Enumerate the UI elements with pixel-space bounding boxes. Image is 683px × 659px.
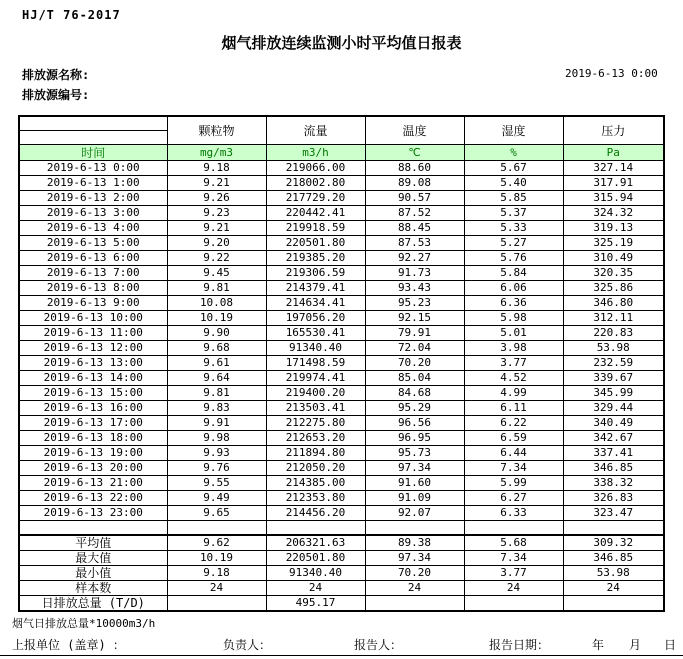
table-row <box>19 296 664 311</box>
value-cell: 319.13 <box>563 221 664 236</box>
value-cell: 9.90 <box>167 326 266 341</box>
value-cell: 85.04 <box>365 371 464 386</box>
table-row <box>19 416 664 431</box>
value-cell: 88.60 <box>365 161 464 176</box>
value-cell: 6.59 <box>464 431 563 446</box>
value-cell: 212653.20 <box>266 431 365 446</box>
value-cell: 219066.00 <box>266 161 365 176</box>
time-column-label: 时间 <box>19 145 167 161</box>
time-cell: 2019-6-13 7:00 <box>19 266 167 281</box>
table-row <box>19 176 664 191</box>
value-cell: 219306.59 <box>266 266 365 281</box>
value-cell: 320.35 <box>563 266 664 281</box>
table-row <box>19 580 664 595</box>
table-row <box>19 221 664 236</box>
value-cell: 53.98 <box>563 341 664 356</box>
value-cell: 219918.59 <box>266 221 365 236</box>
value-cell: 9.18 <box>167 565 266 580</box>
value-cell: 9.93 <box>167 446 266 461</box>
table-row <box>19 506 664 521</box>
value-cell: 6.22 <box>464 416 563 431</box>
value-cell: 315.94 <box>563 191 664 206</box>
value-cell: 9.26 <box>167 191 266 206</box>
value-cell: 197056.20 <box>266 311 365 326</box>
standard-code: HJ/T 76-2017 <box>22 8 121 22</box>
column-header-temperature: 温度 <box>365 116 464 145</box>
summary-label-cell: 最小值 <box>19 565 167 580</box>
value-cell: 214379.41 <box>266 281 365 296</box>
value-cell: 323.47 <box>563 506 664 521</box>
value-cell: 7.34 <box>464 461 563 476</box>
value-cell: 340.49 <box>563 416 664 431</box>
value-cell: 5.37 <box>464 206 563 221</box>
time-cell: 2019-6-13 21:00 <box>19 476 167 491</box>
value-cell: 91340.40 <box>266 341 365 356</box>
corner-cell-bottom <box>20 131 167 144</box>
source-id-label: 排放源编号: <box>22 88 90 102</box>
value-cell: 10.08 <box>167 296 266 311</box>
time-cell: 2019-6-13 18:00 <box>19 431 167 446</box>
value-cell: 91340.40 <box>266 565 365 580</box>
unit-pressure: Pa <box>563 145 664 161</box>
value-cell: 79.91 <box>365 326 464 341</box>
value-cell: 6.27 <box>464 491 563 506</box>
value-cell: 9.23 <box>167 206 266 221</box>
value-cell: 89.08 <box>365 176 464 191</box>
value-cell: 24 <box>266 580 365 595</box>
column-header-row <box>19 116 664 145</box>
value-cell: 219400.20 <box>266 386 365 401</box>
value-cell: 92.15 <box>365 311 464 326</box>
value-cell: 312.11 <box>563 311 664 326</box>
time-cell: 2019-6-13 3:00 <box>19 206 167 221</box>
value-cell: 219385.20 <box>266 251 365 266</box>
summary-body <box>19 535 664 611</box>
value-cell: 220442.41 <box>266 206 365 221</box>
value-cell: 171498.59 <box>266 356 365 371</box>
time-cell: 2019-6-13 14:00 <box>19 371 167 386</box>
table-row <box>19 206 664 221</box>
unit-temperature: ℃ <box>365 145 464 161</box>
day-label: 日 <box>664 638 677 652</box>
table-row <box>19 191 664 206</box>
value-cell: 5.67 <box>464 161 563 176</box>
value-cell: 317.91 <box>563 176 664 191</box>
time-cell: 2019-6-13 23:00 <box>19 506 167 521</box>
value-cell: 7.34 <box>464 550 563 565</box>
value-cell: 70.20 <box>365 356 464 371</box>
value-cell: 495.17 <box>266 595 365 611</box>
value-cell: 6.44 <box>464 446 563 461</box>
value-cell: 10.19 <box>167 550 266 565</box>
value-cell: 9.81 <box>167 386 266 401</box>
value-cell <box>167 595 266 611</box>
value-cell: 92.27 <box>365 251 464 266</box>
value-cell: 24 <box>464 580 563 595</box>
value-cell: 9.22 <box>167 251 266 266</box>
value-cell: 9.64 <box>167 371 266 386</box>
time-cell: 2019-6-13 2:00 <box>19 191 167 206</box>
column-header-humidity: 湿度 <box>464 116 563 145</box>
value-cell: 5.40 <box>464 176 563 191</box>
value-cell: 5.99 <box>464 476 563 491</box>
value-cell: 9.76 <box>167 461 266 476</box>
table-row <box>19 371 664 386</box>
value-cell: 9.21 <box>167 176 266 191</box>
value-cell: 346.85 <box>563 550 664 565</box>
value-cell: 88.45 <box>365 221 464 236</box>
value-cell: 24 <box>365 580 464 595</box>
value-cell: 97.34 <box>365 461 464 476</box>
report-date-label: 报告日期： <box>489 638 550 652</box>
value-cell: 206321.63 <box>266 535 365 551</box>
time-cell: 2019-6-13 12:00 <box>19 341 167 356</box>
value-cell: 95.73 <box>365 446 464 461</box>
value-cell: 3.98 <box>464 341 563 356</box>
unit-particulate: mg/m3 <box>167 145 266 161</box>
value-cell: 326.83 <box>563 491 664 506</box>
time-cell: 2019-6-13 0:00 <box>19 161 167 176</box>
value-cell: 220501.80 <box>266 236 365 251</box>
value-cell: 214385.00 <box>266 476 365 491</box>
value-cell: 6.06 <box>464 281 563 296</box>
value-cell: 24 <box>563 580 664 595</box>
month-label: 月 <box>629 638 642 652</box>
table-row <box>19 326 664 341</box>
corner-cell <box>19 116 167 145</box>
value-cell: 9.20 <box>167 236 266 251</box>
value-cell: 9.81 <box>167 281 266 296</box>
table-row <box>19 236 664 251</box>
value-cell: 91.73 <box>365 266 464 281</box>
time-cell: 2019-6-13 16:00 <box>19 401 167 416</box>
value-cell: 5.33 <box>464 221 563 236</box>
time-cell: 2019-6-13 5:00 <box>19 236 167 251</box>
value-cell: 220501.80 <box>266 550 365 565</box>
value-cell: 309.32 <box>563 535 664 551</box>
table-row <box>19 386 664 401</box>
time-cell: 2019-6-13 8:00 <box>19 281 167 296</box>
value-cell: 9.49 <box>167 491 266 506</box>
value-cell: 9.91 <box>167 416 266 431</box>
unit-header-row <box>19 145 664 161</box>
bottom-rule <box>0 655 683 656</box>
table-row <box>19 565 664 580</box>
value-cell: 96.95 <box>365 431 464 446</box>
summary-label-cell: 最大值 <box>19 550 167 565</box>
value-cell: 9.45 <box>167 266 266 281</box>
value-cell: 95.29 <box>365 401 464 416</box>
value-cell: 91.09 <box>365 491 464 506</box>
value-cell: 218002.80 <box>266 176 365 191</box>
value-cell: 5.01 <box>464 326 563 341</box>
source-name-label: 排放源名称: <box>22 68 90 82</box>
value-cell: 10.19 <box>167 311 266 326</box>
time-cell: 2019-6-13 20:00 <box>19 461 167 476</box>
value-cell: 9.61 <box>167 356 266 371</box>
value-cell: 5.84 <box>464 266 563 281</box>
unit-humidity: % <box>464 145 563 161</box>
value-cell: 91.60 <box>365 476 464 491</box>
table-row <box>19 266 664 281</box>
value-cell: 96.56 <box>365 416 464 431</box>
value-cell: 5.27 <box>464 236 563 251</box>
total-emission-note: 烟气日排放总量*10000m3/h <box>12 617 156 630</box>
table-row <box>19 535 664 551</box>
value-cell: 212050.20 <box>266 461 365 476</box>
value-cell: 4.99 <box>464 386 563 401</box>
value-cell: 310.49 <box>563 251 664 266</box>
time-cell: 2019-6-13 4:00 <box>19 221 167 236</box>
value-cell: 345.99 <box>563 386 664 401</box>
value-cell: 9.62 <box>167 535 266 551</box>
column-header-particulate: 颗粒物 <box>167 116 266 145</box>
table-row <box>19 356 664 371</box>
column-header-flow: 流量 <box>266 116 365 145</box>
time-cell: 2019-6-13 19:00 <box>19 446 167 461</box>
value-cell: 337.41 <box>563 446 664 461</box>
table-row <box>19 476 664 491</box>
table-row <box>19 446 664 461</box>
value-cell: 5.98 <box>464 311 563 326</box>
value-cell <box>563 595 664 611</box>
table-row <box>19 491 664 506</box>
time-cell: 2019-6-13 15:00 <box>19 386 167 401</box>
spacer-row <box>19 521 664 535</box>
page-title: 烟气排放连续监测小时平均值日报表 <box>221 34 462 52</box>
value-cell: 24 <box>167 580 266 595</box>
value-cell: 70.20 <box>365 565 464 580</box>
value-cell: 327.14 <box>563 161 664 176</box>
summary-label-cell: 日排放总量 (T/D) <box>19 595 167 611</box>
table-header <box>19 116 664 161</box>
table-row <box>19 461 664 476</box>
value-cell: 9.18 <box>167 161 266 176</box>
value-cell: 329.44 <box>563 401 664 416</box>
value-cell: 5.68 <box>464 535 563 551</box>
value-cell: 9.65 <box>167 506 266 521</box>
value-cell: 89.38 <box>365 535 464 551</box>
table-row <box>19 281 664 296</box>
value-cell: 92.07 <box>365 506 464 521</box>
value-cell: 217729.20 <box>266 191 365 206</box>
value-cell: 213503.41 <box>266 401 365 416</box>
value-cell: 346.85 <box>563 461 664 476</box>
value-cell: 214634.41 <box>266 296 365 311</box>
value-cell: 342.67 <box>563 431 664 446</box>
table-row <box>19 401 664 416</box>
value-cell: 9.98 <box>167 431 266 446</box>
signature-row <box>0 636 683 652</box>
value-cell: 53.98 <box>563 565 664 580</box>
spacer-section <box>19 521 664 535</box>
hourly-average-table <box>18 115 665 612</box>
value-cell <box>464 595 563 611</box>
time-cell: 2019-6-13 13:00 <box>19 356 167 371</box>
report-unit-label: 上报单位 (盖章) ： <box>12 638 125 652</box>
value-cell: 9.83 <box>167 401 266 416</box>
time-cell: 2019-6-13 6:00 <box>19 251 167 266</box>
value-cell: 324.32 <box>563 206 664 221</box>
table-body <box>19 161 664 521</box>
table-row <box>19 311 664 326</box>
value-cell: 72.04 <box>365 341 464 356</box>
unit-flow: m3/h <box>266 145 365 161</box>
value-cell: 325.19 <box>563 236 664 251</box>
value-cell: 165530.41 <box>266 326 365 341</box>
table-row <box>19 431 664 446</box>
time-cell: 2019-6-13 11:00 <box>19 326 167 341</box>
table-row <box>19 341 664 356</box>
value-cell: 211894.80 <box>266 446 365 461</box>
value-cell: 90.57 <box>365 191 464 206</box>
value-cell: 220.83 <box>563 326 664 341</box>
value-cell: 5.85 <box>464 191 563 206</box>
value-cell: 325.86 <box>563 281 664 296</box>
value-cell: 219974.41 <box>266 371 365 386</box>
value-cell: 6.11 <box>464 401 563 416</box>
time-cell: 2019-6-13 17:00 <box>19 416 167 431</box>
value-cell: 93.43 <box>365 281 464 296</box>
summary-label-cell: 样本数 <box>19 580 167 595</box>
value-cell: 6.33 <box>464 506 563 521</box>
value-cell: 9.68 <box>167 341 266 356</box>
responsible-person-label: 负责人： <box>223 638 272 652</box>
value-cell: 87.52 <box>365 206 464 221</box>
value-cell: 214456.20 <box>266 506 365 521</box>
time-cell: 2019-6-13 22:00 <box>19 491 167 506</box>
value-cell: 9.21 <box>167 221 266 236</box>
value-cell <box>365 595 464 611</box>
value-cell: 5.76 <box>464 251 563 266</box>
value-cell: 9.55 <box>167 476 266 491</box>
reporter-label: 报告人： <box>354 638 403 652</box>
time-cell: 2019-6-13 9:00 <box>19 296 167 311</box>
value-cell: 346.80 <box>563 296 664 311</box>
value-cell: 97.34 <box>365 550 464 565</box>
value-cell: 232.59 <box>563 356 664 371</box>
table-row <box>19 550 664 565</box>
value-cell: 3.77 <box>464 356 563 371</box>
value-cell: 212353.80 <box>266 491 365 506</box>
value-cell: 212275.80 <box>266 416 365 431</box>
value-cell: 87.53 <box>365 236 464 251</box>
value-cell: 339.67 <box>563 371 664 386</box>
report-datetime: 2019-6-13 0:00 <box>565 67 658 80</box>
time-cell: 2019-6-13 1:00 <box>19 176 167 191</box>
value-cell: 3.77 <box>464 565 563 580</box>
column-header-pressure: 压力 <box>563 116 664 145</box>
summary-label-cell: 平均值 <box>19 535 167 551</box>
value-cell: 6.36 <box>464 296 563 311</box>
value-cell: 95.23 <box>365 296 464 311</box>
year-label: 年 <box>592 638 605 652</box>
time-cell: 2019-6-13 10:00 <box>19 311 167 326</box>
table-row <box>19 161 664 176</box>
corner-cell-top <box>20 117 167 131</box>
table-row <box>19 251 664 266</box>
value-cell: 4.52 <box>464 371 563 386</box>
table-row <box>19 595 664 611</box>
value-cell: 338.32 <box>563 476 664 491</box>
value-cell: 84.68 <box>365 386 464 401</box>
